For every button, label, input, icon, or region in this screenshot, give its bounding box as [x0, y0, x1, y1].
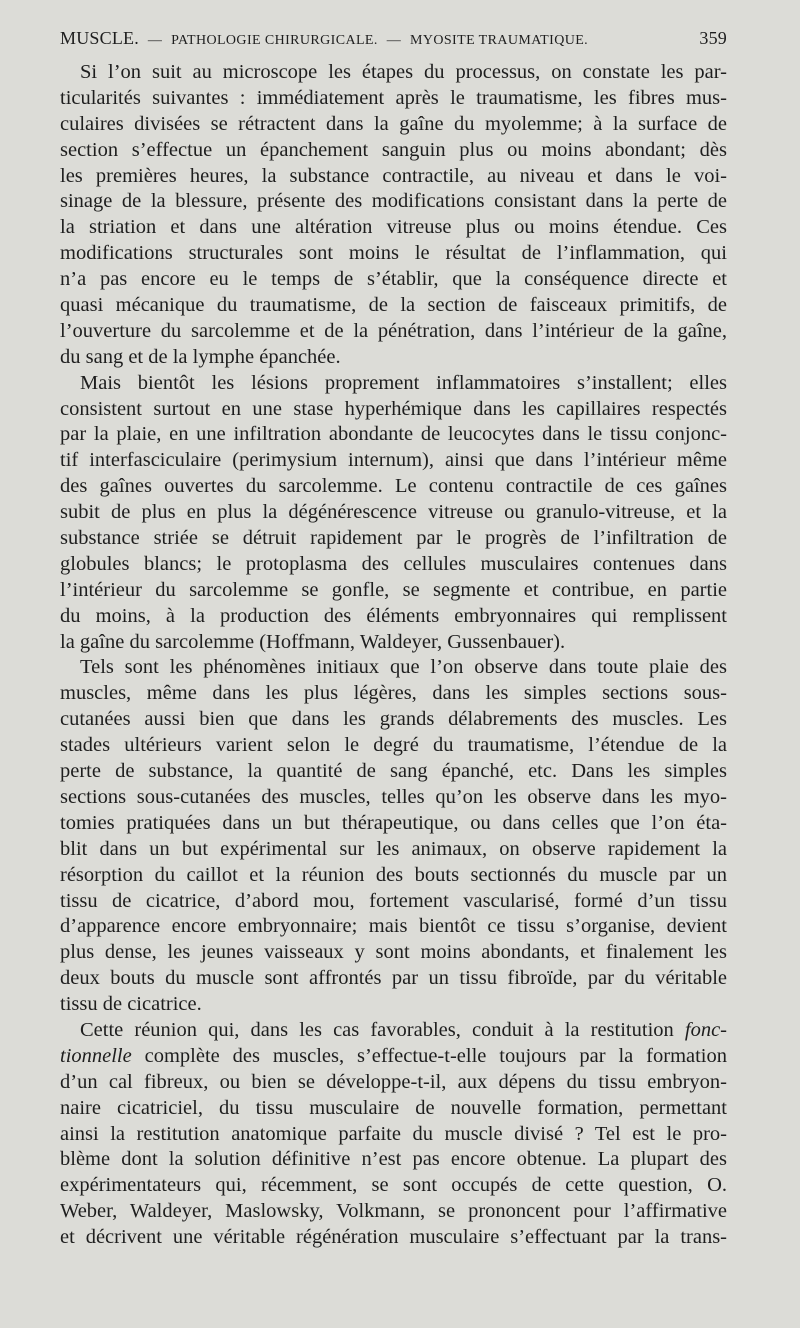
running-header	[60, 28, 727, 52]
text-line: ainsi la restitution anatomique parfaite du muscle divisé ? Tel est le pro-	[60, 1122, 727, 1145]
text-line: blit dans un but expérimental sur les animaux, on observe rapidement la	[60, 837, 727, 860]
text-line: tissu de cicatrice, d’abord mou, fortement vascularisé, formé d’un tissu	[60, 889, 727, 912]
text-line: Cette réunion qui, dans les cas favorables, conduit à la restitution fonc-	[80, 1018, 727, 1041]
text-line: et décrivent une véritable régénération musculaire s’effectuant par la trans-	[60, 1226, 727, 1249]
text-line: naire cicatriciel, du tissu musculaire de nouvelle formation, permettant	[60, 1096, 727, 1119]
running-head-text	[60, 28, 588, 49]
text-line: consistent surtout en une stase hyperhémique dans les capillaires respectés	[60, 397, 727, 420]
header-section-title: PATHOLOGIE CHIRURGICALE.	[171, 33, 378, 48]
text-line: tionnelle complète des muscles, s’effectue-t-elle toujours par la formation	[60, 1044, 727, 1067]
header-topic-title: MYOSITE TRAUMATIQUE.	[410, 33, 589, 48]
text-line: perte de substance, la quantité de sang épanché, etc. Dans les simples	[60, 760, 727, 783]
text-line: la striation et dans une altération vitreuse plus ou moins étendue. Ces	[60, 216, 727, 239]
text-line: ticularités suivantes : immédiatement après le traumatisme, les fibres mus-	[60, 86, 727, 109]
text-line: l’intérieur du sarcolemme se gonfle, se segmente et contribue, en partie	[60, 578, 727, 601]
text-line: modifications structurales sont moins le résultat de l’inflammation, qui	[60, 242, 727, 265]
header-main-title: MUSCLE.	[60, 28, 139, 48]
text-line: la gaîne du sarcolemme (Hoffmann, Waldeyer, Gussenbauer).	[60, 630, 566, 653]
text-line: n’a pas encore eu le temps de s’établir, que la conséquence directe et	[60, 268, 727, 291]
paragraph-4	[60, 1018, 727, 1251]
text-line: quasi mécanique du traumatisme, de la section de faisceaux primitifs, de	[60, 294, 727, 317]
text-line: résorption du caillot et la réunion des bouts sectionnés du muscle par un	[60, 863, 727, 886]
paragraph-3	[60, 655, 727, 1017]
header-separator-2: —	[386, 33, 402, 48]
text-line: plus dense, les jeunes vaisseaux y sont moins abondants, et finalement les	[60, 941, 727, 964]
text-line: d’apparence encore embryonnaire; mais bientôt ce tissu s’organise, devient	[60, 915, 727, 938]
text-line: culaires divisées se rétractent dans la gaîne du myolemme; à la surface de	[60, 112, 727, 135]
header-separator-1: —	[147, 33, 163, 48]
text-line: globules blancs; le protoplasma des cellules musculaires contenues dans	[60, 552, 727, 575]
text-line: cutanées aussi bien que dans les grands délabrements des muscles. Les	[60, 708, 727, 731]
text-line: expérimentateurs qui, récemment, se sont occupés de cette question, O.	[60, 1174, 727, 1197]
text-line: l’ouverture du sarcolemme et de la pénétration, dans l’intérieur de la gaîne,	[60, 319, 727, 342]
paragraph-1	[60, 60, 727, 371]
text-line: deux bouts du muscle sont affrontés par un tissu fibroïde, par du véritable	[60, 967, 727, 990]
text-line: tissu de cicatrice.	[60, 993, 202, 1016]
text-line: Mais bientôt les lésions proprement inflammatoires s’installent; elles	[80, 371, 727, 394]
text-line: du moins, à la production des éléments embryonnaires qui remplissent	[60, 604, 727, 627]
text-line: sections sous-cutanées des muscles, telles qu’on les observe dans les myo-	[60, 785, 727, 808]
text-line: substance striée se détruit rapidement par le progrès de l’infiltration de	[60, 527, 727, 550]
text-line: section s’effectue un épanchement sanguin plus ou moins abondant; dès	[60, 138, 727, 161]
text-line: Si l’on suit au microscope les étapes du processus, on constate les par-	[80, 61, 727, 83]
text-line: tomies pratiquées dans un but thérapeutique, ou dans celles que l’on éta-	[60, 811, 727, 834]
text-line: subit de plus en plus la dégénérescence vitreuse ou granulo-vitreuse, et la	[60, 501, 727, 524]
text-line: Weber, Waldeyer, Maslowsky, Volkmann, se prononcent pour l’affirmative	[60, 1200, 727, 1223]
text-line: stades ultérieurs varient selon le degré du traumatisme, l’étendue de la	[60, 734, 727, 757]
page-number: 359	[699, 28, 727, 48]
text-line: sinage de la blessure, présente des modifications consistant dans la perte de	[60, 190, 727, 213]
body-text	[60, 60, 727, 1251]
text-line: tif interfasciculaire (perimysium internum), ainsi que dans l’intérieur même	[60, 449, 727, 472]
paragraph-2	[60, 371, 727, 656]
text-line: les premières heures, la substance contractile, au niveau et dans le voi-	[60, 164, 727, 187]
text-line: par la plaie, en une infiltration abondante de leucocytes dans le tissu conjonc-	[60, 423, 727, 446]
text-line: du sang et de la lymphe épanchée.	[60, 345, 341, 368]
text-line: d’un cal fibreux, ou bien se développe-t-il, aux dépens du tissu embryon-	[60, 1070, 727, 1093]
text-line: des gaînes ouvertes du sarcolemme. Le contenu contractile de ces gaînes	[60, 475, 727, 498]
text-line: muscles, même dans les plus légères, dans les simples sections sous-	[60, 682, 727, 705]
text-line: blème dont la solution définitive n’est pas encore obtenue. La plupart des	[60, 1148, 727, 1171]
text-line: Tels sont les phénomènes initiaux que l’on observe dans toute plaie des	[80, 656, 727, 679]
